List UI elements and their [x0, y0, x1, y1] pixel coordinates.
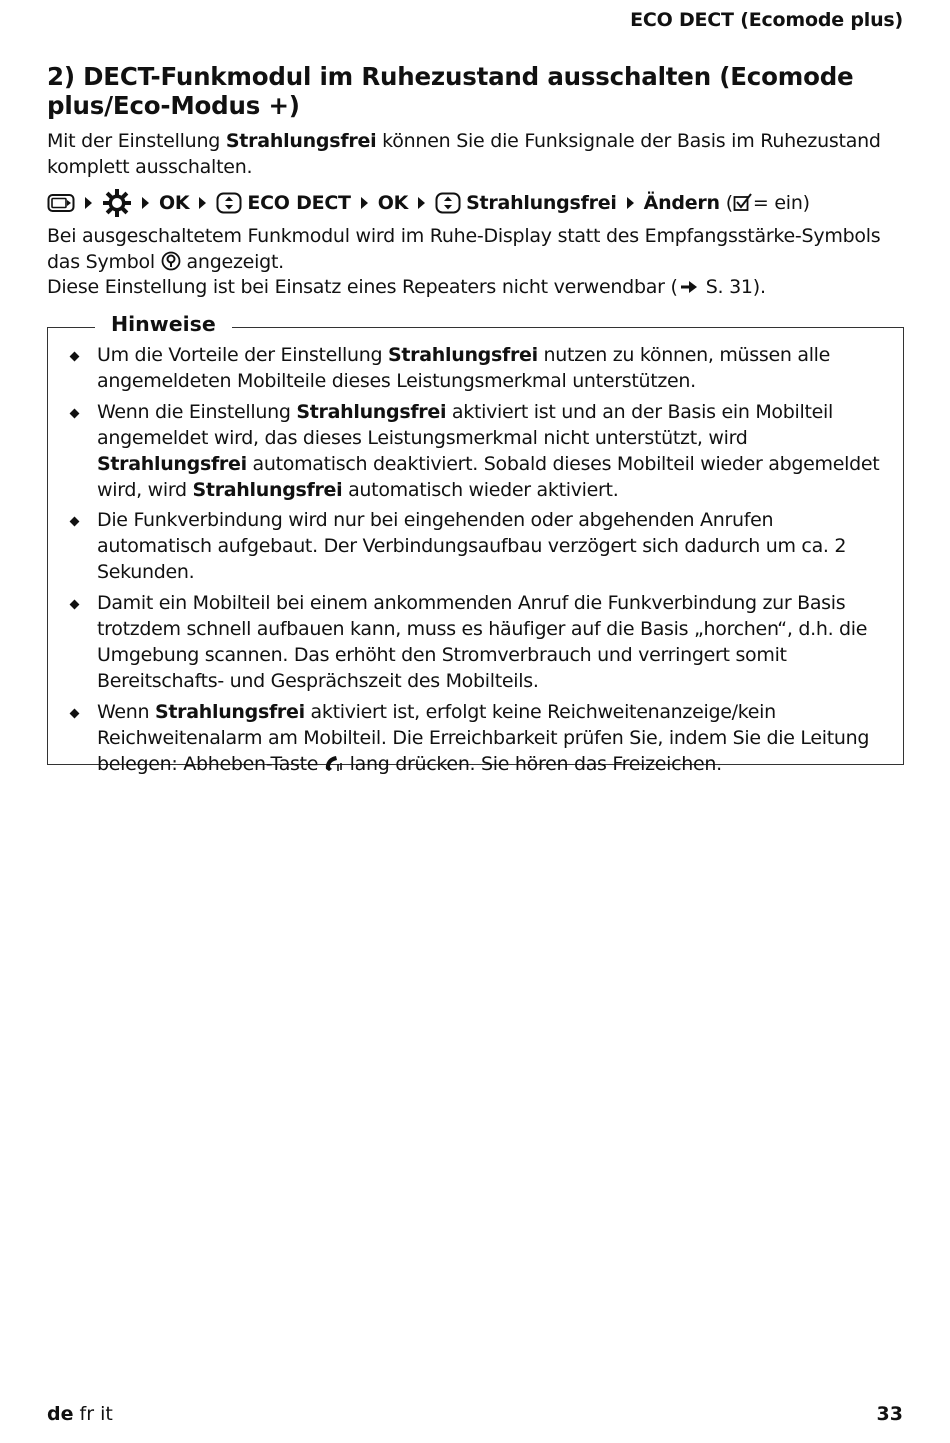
diamond-bullet-icon	[70, 600, 80, 610]
note-text: Wenn die Einstellung	[97, 400, 297, 423]
diamond-bullet-icon	[70, 708, 80, 718]
strahlungsfrei-label: Strahlungsfrei	[466, 192, 617, 214]
radio-off-text: Bei ausgeschaltetem Funkmodul wird im Ruhe-Display statt des Empfangsstärke-Symbols das Symbol	[47, 225, 881, 273]
menu-key-icon	[47, 193, 75, 213]
note-setting-name: Strahlungsfrei	[97, 452, 247, 475]
note-text: lang drücken. Sie hören das Freizeichen.	[343, 752, 722, 775]
radio-off-paragraph	[47, 224, 907, 301]
repeater-text-end: ).	[752, 276, 766, 298]
note-text: nutzen zu können, müssen alle angemeldeten Mobilteile dieses Leistungsmerkmal unterstützen.	[97, 344, 831, 392]
diamond-bullet-icon	[70, 352, 80, 362]
legend-open: (	[725, 192, 733, 214]
note-item	[70, 591, 892, 695]
notes-title: Hinweise	[95, 312, 232, 336]
language-others: fr it	[79, 1403, 113, 1425]
radio-off-text-end: angezeigt.	[186, 250, 284, 273]
running-header: ECO DECT (Ecomode plus)	[630, 9, 903, 31]
note-text: automatisch wieder aktiviert.	[342, 478, 619, 501]
note-setting-name: Strahlungsfrei	[192, 478, 343, 501]
note-text: Die Funkverbindung wird nur bei eingehenden oder abgehenden Anrufen automatisch aufgebaut. Der Verbindungsaufbau verzögert sich dadurch um ca. 2 Sekunden.	[97, 509, 847, 584]
aendern-label: Ändern	[643, 192, 720, 214]
note-setting-name: Strahlungsfrei	[155, 700, 305, 723]
repeater-text: Diese Einstellung ist bei Einsatz eines Repeaters nicht verwendbar (	[47, 276, 678, 298]
path-arrow	[361, 197, 368, 209]
diamond-bullet-icon	[70, 517, 80, 527]
scroll-key-icon	[216, 192, 242, 214]
note-text: aktiviert ist und an der Basis ein Mobilteil angemeldet wird, das dieses Leistungsmerkmal nicht unterstützt, wird	[97, 400, 833, 449]
menu-path	[47, 186, 810, 220]
radio-off-symbol-icon	[161, 251, 181, 271]
note-item	[70, 508, 892, 586]
note-item	[70, 400, 892, 504]
note-setting-name: Strahlungsfrei	[388, 344, 538, 366]
ok-key-label: OK	[377, 192, 409, 214]
checkbox-checked-icon	[733, 193, 753, 213]
path-arrow	[142, 197, 149, 209]
diamond-bullet-icon	[70, 408, 80, 418]
handset-off-hook-icon	[324, 754, 344, 772]
note-text: aktiviert ist, erfolgt keine Reichweitenanzeige/kein Reichweitenalarm am Mobilteil. Die Erreichbarkeit prüfen Sie, indem Sie die Leitung belegen: Abheben-Taste	[97, 700, 870, 775]
path-arrow	[85, 197, 92, 209]
arrow-right-icon	[680, 280, 698, 294]
note-setting-name: Strahlungsfrei	[296, 400, 447, 423]
intro-paragraph	[47, 129, 907, 180]
scroll-key-icon	[435, 192, 461, 214]
note-text: Damit ein Mobilteil bei einem ankommenden Anruf die Funkverbindung zur Basis trotzdem schnell aufbauen kann, muss es häufiger auf die Basis „horchen“, d.h. die Umgebung scannen. Das erhöht den Stromverbrauch und verringert somit Bereitschafts- und Gesprächszeit des Mobilteils.	[97, 592, 868, 692]
legend-text: = ein)	[752, 192, 810, 214]
ok-key-label: OK	[159, 192, 190, 214]
path-arrow	[418, 197, 425, 209]
path-arrow	[199, 197, 206, 209]
page-reference: S. 31	[705, 276, 753, 298]
eco-dect-label: ECO DECT	[247, 192, 351, 214]
page-number: 33	[876, 1403, 903, 1425]
language-index	[47, 1403, 113, 1425]
path-arrow	[627, 197, 634, 209]
intro-text-pre: Mit der Einstellung	[47, 130, 226, 152]
settings-gear-icon	[102, 188, 132, 218]
note-item	[70, 343, 892, 395]
note-item	[70, 700, 892, 778]
language-active: de	[47, 1403, 74, 1425]
intro-text-post: können Sie die Funksignale der Basis im Ruhezustand komplett ausschalten.	[47, 130, 881, 178]
note-text: automatisch deaktiviert. Sobald dieses Mobilteil wieder abgemeldet wird, wird	[97, 452, 880, 501]
notes-list	[70, 343, 892, 783]
note-text: Um die Vorteile der Einstellung	[97, 344, 389, 366]
intro-setting-name: Strahlungsfrei	[225, 130, 377, 152]
note-text: Wenn	[97, 700, 155, 723]
section-heading: 2) DECT-Funkmodul im Ruhezustand ausschalten (Ecomode plus/Eco-Modus +)	[47, 62, 854, 120]
